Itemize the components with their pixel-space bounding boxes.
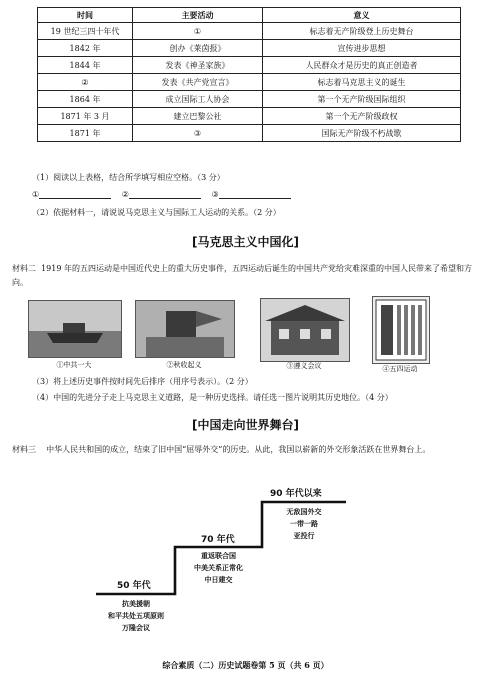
answer-blank-2[interactable] — [129, 189, 201, 199]
table-cell: 标志着马克思主义的诞生 — [263, 74, 461, 91]
table-cell: 1842 年 — [38, 40, 133, 57]
events-90s — [262, 506, 346, 542]
photo-cpc-first-congress — [28, 300, 122, 358]
event-item: 万隆会议 — [122, 623, 150, 632]
blank-label-1: ① — [32, 190, 40, 199]
table-cell: 宣传进步思想 — [263, 40, 461, 57]
table-cell: ① — [133, 23, 263, 40]
table-row — [38, 40, 461, 57]
boat-illustration — [29, 301, 121, 357]
table-row — [38, 74, 461, 91]
era-70s: 70 年代 — [201, 535, 235, 545]
table-row — [38, 91, 461, 108]
col-header-activity: 主要活动 — [133, 8, 263, 23]
event-item: 中日建交 — [204, 575, 233, 584]
table-cell: 1844 年 — [38, 57, 133, 74]
caption-1: ①中共一大 — [56, 361, 92, 369]
question-3: （3）将上述历史事件按时间先后排序（用序号表示）。（2 分） — [32, 377, 253, 386]
table-cell: ② — [38, 74, 133, 91]
table-cell: 发表《共产党宣言》 — [133, 74, 263, 91]
answer-blank-3[interactable] — [219, 189, 291, 199]
table-cell: 建立巴黎公社 — [133, 108, 263, 125]
section-title-marxism-china: [马克思主义中国化] — [192, 235, 299, 249]
table-cell: 创办《莱茵报》 — [133, 40, 263, 57]
material-2-label: 材料二 — [12, 264, 36, 273]
table-cell: 1864 年 — [38, 91, 133, 108]
caption-3: ③遵义会议 — [286, 362, 322, 370]
caption-4: ④五四运动 — [382, 365, 418, 373]
table-row — [38, 108, 461, 125]
material-3-label: 材料三 — [12, 445, 36, 454]
table-cell: 1871 年 — [38, 125, 133, 142]
table-cell: 人民群众才是历史的真正创造者 — [263, 57, 461, 74]
answer-blanks — [32, 189, 299, 199]
era-50s: 50 年代 — [117, 581, 151, 591]
photo-may-fourth-movement — [372, 296, 430, 364]
table-cell: 第一个无产阶级政权 — [263, 108, 461, 125]
material-3-text: 中华人民共和国的成立，结束了旧中国“屈辱外交”的历史。从此，我国以崭新的外交形象活跃在世界舞台上。 — [46, 445, 431, 454]
question-4: （4）中国的先进分子走上马克思主义道路，是一种历史选择。请任选一图片说明其历史地位。（4 分） — [32, 393, 393, 402]
table-cell: 19 世纪三四十年代 — [38, 23, 133, 40]
event-item: 重返联合国 — [201, 551, 236, 560]
table-header-row — [38, 8, 461, 23]
building-illustration — [261, 299, 349, 361]
material-2-text: 1919 年的五四运动是中国近代史上的重大历史事件，五四运动后诞生的中国共产党给灾难深重的中国人民带来了希望和方向。 — [12, 264, 472, 287]
caption-2: ②秋收起义 — [166, 361, 202, 369]
material-3 — [12, 443, 474, 457]
question-2: （2）依据材料一，请说说马克思主义与国际工人运动的关系。（2 分） — [32, 208, 281, 217]
table-row — [38, 125, 461, 142]
table-row — [38, 57, 461, 74]
table-cell: ③ — [133, 125, 263, 142]
events-70s — [175, 550, 262, 586]
question-1: （1）阅读以上表格，结合所学填写相应空格。（3 分） — [32, 173, 225, 182]
blank-label-3: ③ — [211, 190, 219, 199]
blank-label-2: ② — [121, 190, 129, 199]
section-title-china-world-stage: [中国走向世界舞台] — [192, 418, 299, 432]
table-cell: 第一个无产阶级国际组织 — [263, 91, 461, 108]
page-footer: 综合素质（二）历史试题卷第 5 页（共 6 页） — [162, 660, 329, 670]
table-cell: 发表《神圣家族》 — [133, 57, 263, 74]
table-cell: 成立国际工人协会 — [133, 91, 263, 108]
uprising-illustration — [136, 301, 234, 357]
event-item: 抗美援朝 — [122, 599, 150, 608]
table-cell: 1871 年 3 月 — [38, 108, 133, 125]
event-item: 无敌国外交 — [286, 507, 322, 516]
event-item: 和平共处五项原则 — [108, 611, 164, 620]
table-cell: 国际无产阶级不朽战歌 — [263, 125, 461, 142]
history-table — [37, 7, 461, 142]
answer-blank-1[interactable] — [39, 189, 111, 199]
event-item: 一带一路 — [290, 519, 318, 528]
era-90s: 90 年代以来 — [270, 489, 322, 499]
event-item: 亚投行 — [293, 531, 315, 540]
table-row — [38, 23, 461, 40]
col-header-meaning: 意义 — [263, 8, 461, 23]
photo-autumn-harvest-uprising — [135, 300, 235, 358]
document-illustration — [373, 297, 429, 363]
photo-zunyi-conference — [260, 298, 350, 362]
event-item: 中美关系正常化 — [194, 563, 243, 572]
col-header-time: 时间 — [38, 8, 133, 23]
material-2 — [12, 262, 474, 290]
events-50s — [96, 598, 176, 634]
table-cell: 标志着无产阶级登上历史舞台 — [263, 23, 461, 40]
